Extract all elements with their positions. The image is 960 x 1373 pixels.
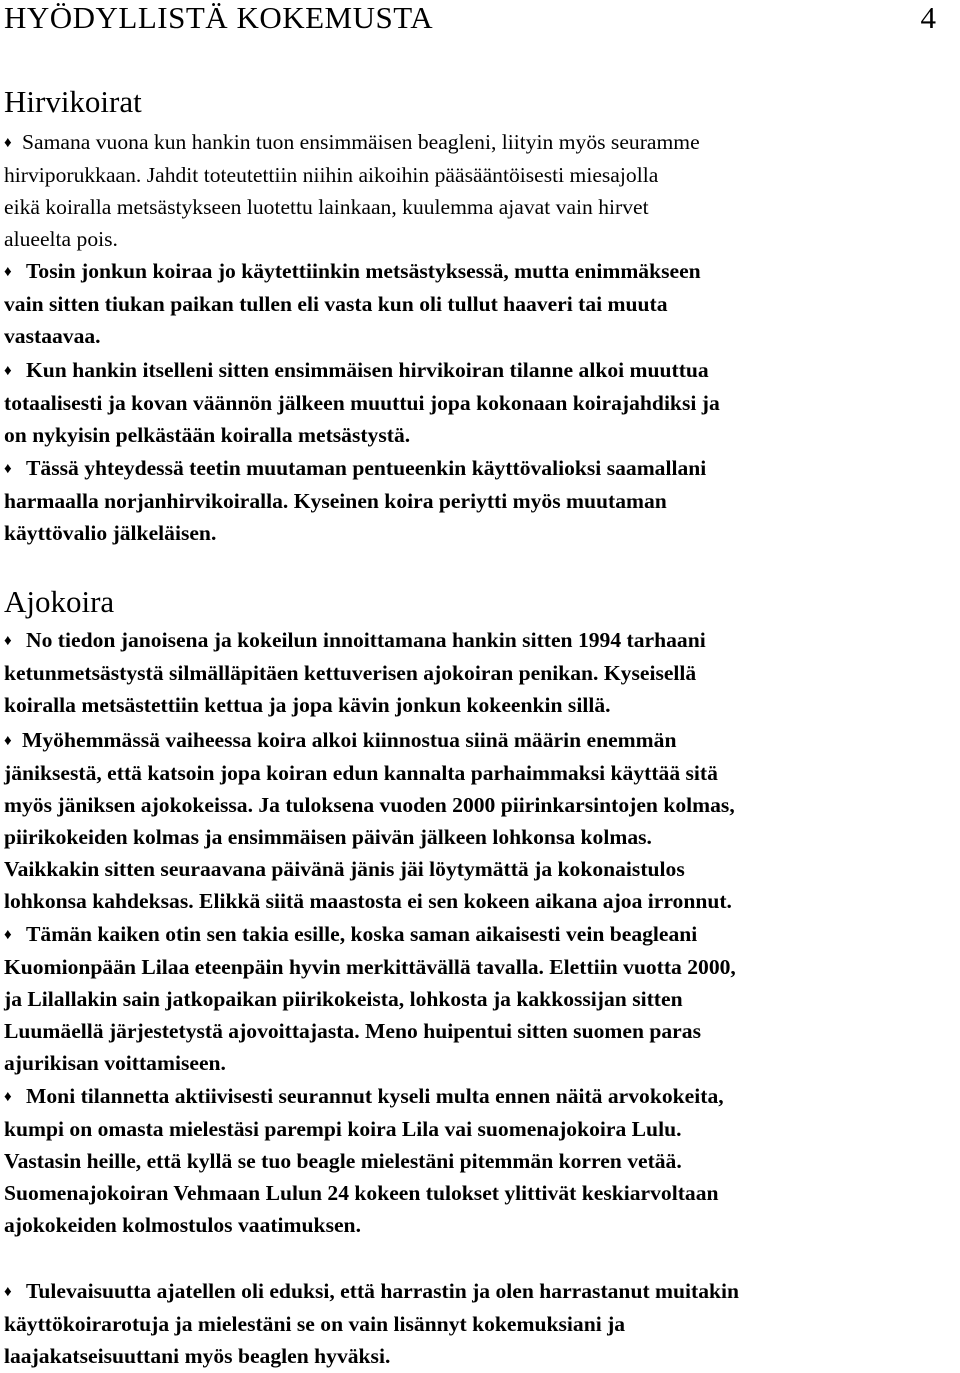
paragraph-hirvikoirat-2 (4, 255, 954, 352)
paragraph-line: ♦ Kun hankin itselleni sitten ensimmäisen hirvikoiran tilanne alkoi muuttua (4, 354, 954, 387)
paragraph-ajokoira-3 (4, 918, 954, 1079)
paragraph-line: Suomenajokoiran Vehmaan Lulun 24 kokeen tulokset ylittivät keskiarvoltaan (4, 1181, 719, 1205)
diamond-bullet-icon: ♦ (4, 135, 12, 151)
paragraph-line: ♦ Myöhemmässä vaiheessa koira alkoi kiinnostua siinä määrin enemmän (4, 724, 954, 757)
page-number: 4 (920, 0, 936, 35)
paragraph-line: ja Lilallakin sain jatkopaikan piirikokeista, lohkosta ja kakkossijan sitten (4, 987, 683, 1011)
paragraph-line: ♦ Tulevaisuutta ajatellen oli eduksi, että harrastin ja olen harrastanut muitakin (4, 1275, 954, 1308)
section-heading-hirvikoirat: Hirvikoirat (4, 84, 142, 119)
paragraph-line: Vastasin heille, että kyllä se tuo beagle mielestäni pitemmän korren vetää. (4, 1149, 682, 1173)
paragraph-line: jäniksestä, että katsoin jopa koiran edun kannalta parhaimmaksi käyttää sitä (4, 761, 718, 785)
paragraph-line: vain sitten tiukan paikan tullen eli vasta kun oli tullut haaveri tai muuta (4, 292, 668, 316)
diamond-bullet-icon: ♦ (4, 633, 12, 649)
page-header (4, 0, 940, 40)
diamond-bullet-icon: ♦ (4, 1284, 12, 1300)
paragraph-line: on nykyisin pelkästään koiralla metsästystä. (4, 423, 411, 447)
paragraph-ajokoira-2 (4, 724, 954, 917)
paragraph-line: alueelta pois. (4, 227, 118, 251)
paragraph-line: ♦ Tässä yhteydessä teetin muutaman pentueenkin käyttövalioksi saamallani (4, 452, 954, 485)
paragraph-line: Kuomionpään Lilaa eteenpäin hyvin merkittävällä tavalla. Elettiin vuotta 2000, (4, 955, 736, 979)
paragraph-line: käyttökoirarotuja ja mielestäni se on vain lisännyt kokemuksiani ja (4, 1312, 626, 1336)
paragraph-ajokoira-1 (4, 624, 954, 721)
paragraph-ajokoira-4 (4, 1080, 954, 1241)
paragraph-line: ♦ Samana vuona kun hankin tuon ensimmäisen beagleni, liityin myös seuramme (4, 126, 954, 159)
paragraph-line: myös jäniksen ajokokeissa. Ja tuloksena vuoden 2000 piirinkarsintojen kolmas, (4, 793, 735, 817)
diamond-bullet-icon: ♦ (4, 733, 12, 749)
paragraph-hirvikoirat-3 (4, 354, 954, 451)
diamond-bullet-icon: ♦ (4, 264, 12, 280)
paragraph-line: piirikokeiden kolmas ja ensimmäisen päivän jälkeen lohkonsa kolmas. (4, 825, 652, 849)
paragraph-line: käyttövalio jälkeläisen. (4, 521, 217, 545)
diamond-bullet-icon: ♦ (4, 461, 12, 477)
paragraph-line: vastaavaa. (4, 324, 101, 348)
paragraph-line: ♦ Tosin jonkun koiraa jo käytettiinkin metsästyksessä, mutta enimmäkseen (4, 255, 954, 288)
paragraph-line: ketunmetsästystä silmälläpitäen kettuverisen ajokoiran penikan. Kyseisellä (4, 661, 697, 685)
diamond-bullet-icon: ♦ (4, 1089, 12, 1105)
paragraph-line: ajokokeiden kolmostulos vaatimuksen. (4, 1213, 361, 1237)
paragraph-line: eikä koiralla metsästykseen luotettu lainkaan, kuulemma ajavat vain hirvet (4, 195, 649, 219)
document-title: HYÖDYLLISTÄ KOKEMUSTA (4, 0, 434, 35)
paragraph-line: totaalisesti ja kovan väännön jälkeen muuttui jopa kokonaan koirajahdiksi ja (4, 391, 720, 415)
paragraph-line: harmaalla norjanhirvikoiralla. Kyseinen koira periytti myös muutaman (4, 489, 667, 513)
paragraph-hirvikoirat-1 (4, 126, 954, 255)
paragraph-line: lohkonsa kahdeksas. Elikkä siitä maastosta ei sen kokeen aikana ajoa irronnut. (4, 889, 732, 913)
paragraph-line: hirviporukkaan. Jahdit toteutettiin niihin aikoihin pääsääntöisesti miesajolla (4, 163, 659, 187)
paragraph-line: ♦ Moni tilannetta aktiivisesti seurannut kyseli multa ennen näitä arvokokeita, (4, 1080, 954, 1113)
paragraph-line: koiralla metsästettiin kettua ja jopa kävin jonkun kokeenkin sillä. (4, 693, 611, 717)
diamond-bullet-icon: ♦ (4, 927, 12, 943)
paragraph-line: kumpi on omasta mielestäsi parempi koira Lila vai suomenajokoira Lulu. (4, 1117, 682, 1141)
paragraph-ajokoira-5 (4, 1275, 954, 1372)
paragraph-line: ♦ No tiedon janoisena ja kokeilun innoittamana hankin sitten 1994 tarhaani (4, 624, 954, 657)
diamond-bullet-icon: ♦ (4, 363, 12, 379)
paragraph-line: Vaikkakin sitten seuraavana päivänä jänis jäi löytymättä ja kokonaistulos (4, 857, 685, 881)
paragraph-line: laajakatseisuuttani myös beaglen hyväksi. (4, 1344, 391, 1368)
paragraph-line: ajurikisan voittamiseen. (4, 1051, 226, 1075)
paragraph-line: ♦ Tämän kaiken otin sen takia esille, koska saman aikaisesti vein beagleani (4, 918, 954, 951)
paragraph-hirvikoirat-4 (4, 452, 954, 549)
section-heading-ajokoira: Ajokoira (4, 584, 115, 619)
paragraph-line: Luumäellä järjestetystä ajovoittajasta. Meno huipentui sitten suomen paras (4, 1019, 701, 1043)
